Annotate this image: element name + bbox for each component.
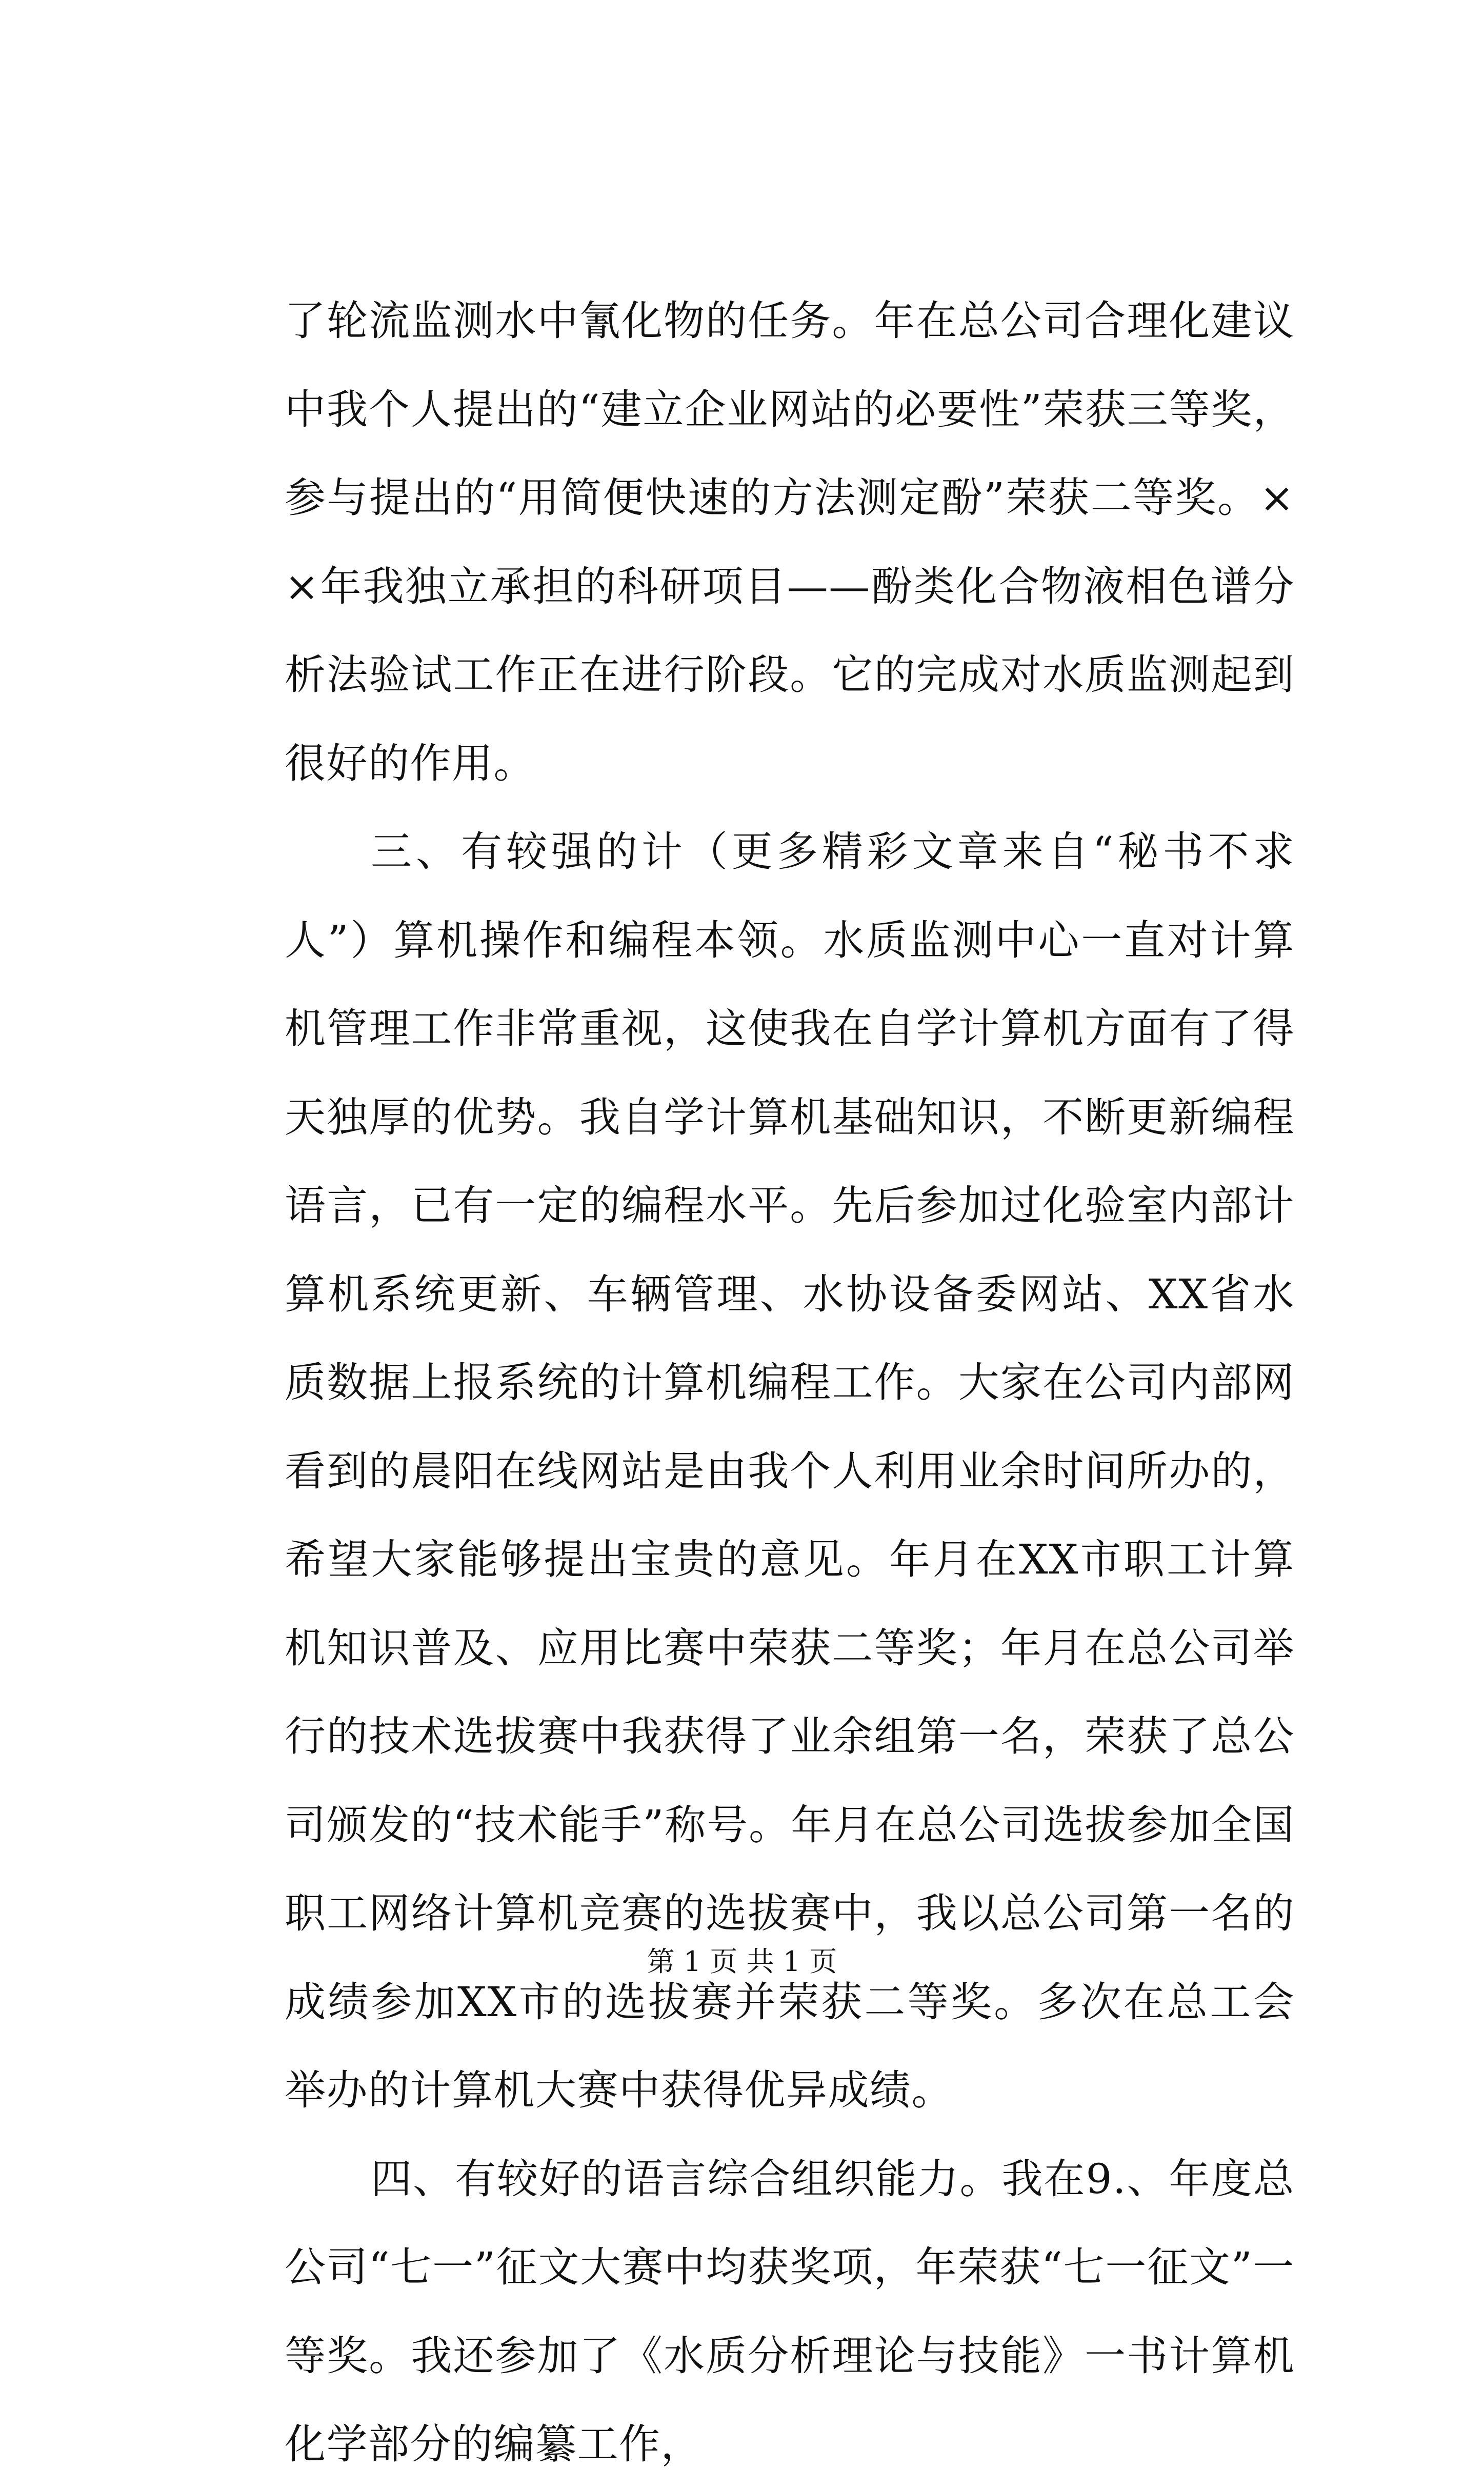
paragraph-3: 四、有较好的语言综合组织能力。我在9.、年度总公司“七一”征文大赛中均获奖项，年荣获“七一征文”一等奖。我还参加了《水质分析理论与技能》一书计算机化学部分的编纂工作，: [285, 2155, 1295, 2468]
page-footer: 第 1 页 共 1 页: [647, 1945, 837, 1978]
document-body: [285, 277, 1295, 2489]
paragraph-2: 三、有较强的计（更多精彩文章来自“秘书不求人”）算机操作和编程本领。水质监测中心一直对计算机管理工作非常重视，这使我在自学计算机方面有了得天独厚的优势。我自学计算机基础知识，不断更新编程语言，已有一定的编程水平。先后参加过化验室内部计算机系统更新、车辆管理、水协设备委网站、XX省水质数据上报系统的计算机编程工作。大家在公司内部网看到的晨阳在线网站是由我个人利用业余时间所办的，希望大家能够提出宝贵的意见。年月在XX市职工计算机知识普及、应用比赛中荣获二等奖；年月在总公司举行的技术选拔赛中我获得了业余组第一名，荣获了总公司颁发的“技术能手”称号。年月在总公司选拔参加全国职工网络计算机竞赛的选拔赛中，我以总公司第一名的成绩参加XX市的选拔赛并荣获二等奖。多次在总工会举办的计算机大赛中获得优异成绩。: [285, 828, 1295, 2114]
paragraph-1: 了轮流监测水中氰化物的任务。年在总公司合理化建议中我个人提出的“建立企业网站的必要性”荣获三等奖，参与提出的“用简便快速的方法测定酚”荣获二等奖。××年我独立承担的科研项目——酚类化合物液相色谱分析法验试工作正在进行阶段。它的完成对水质监测起到很好的作用。: [285, 297, 1295, 787]
